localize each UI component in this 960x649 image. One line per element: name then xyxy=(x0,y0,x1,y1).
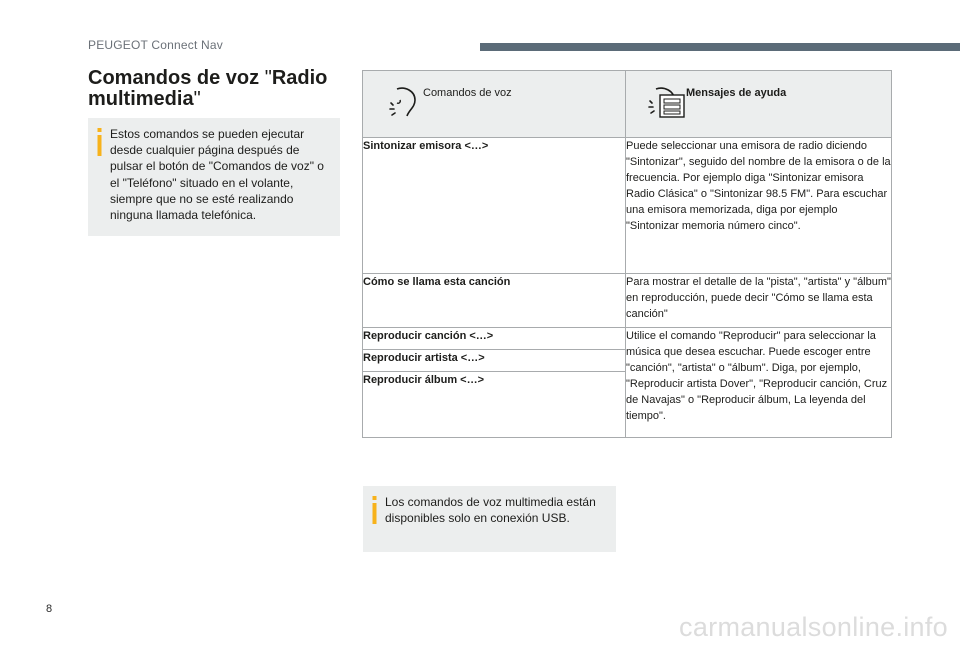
info-i-icon xyxy=(372,496,376,524)
voice-command-icon xyxy=(385,83,419,124)
page-title xyxy=(88,68,348,110)
header-cell-commands xyxy=(363,71,626,138)
help-cell: Puede seleccionar una emisora de radio diciendo "Sintonizar", seguido del nombre de la emisora o de la frecuencia. Por ejemplo diga "Sintonizar emisora Radio Clásica" o "Sintonizar 98.5 FM". Para escuchar una emisora memorizada, diga por ejemplo "Sintonizar memoria número cinco". xyxy=(626,138,892,274)
header-help-label: Mensajes de ayuda xyxy=(686,87,787,99)
info-note-intro xyxy=(88,118,340,236)
info-i-icon xyxy=(97,128,101,156)
page-number: 8 xyxy=(46,603,53,615)
info-note-text: Estos comandos se pueden ejecutar desde cualquier página después de pulsar el botón de "Comandos de voz" o el "Teléfono" situado en el volante, siempre que no se esté realizando ninguna llamada telefónica. xyxy=(110,127,324,223)
header-commands-label: Comandos de voz xyxy=(423,87,512,99)
table-header-row xyxy=(363,71,892,138)
help-cell: Para mostrar el detalle de la "pista", "artista" y "álbum" en reproducción, puede decir "Cómo se llama esta canción" xyxy=(626,274,892,328)
command-cell: Reproducir álbum <…> xyxy=(363,372,626,438)
title-quote-open: " xyxy=(264,67,272,89)
help-cell: Utilice el comando "Reproducir" para seleccionar la música que desea escuchar. Puede escoger entre "canción", "artista" o "álbum". Diga, por ejemplo, "Reproducir artista Dover", "Reproducir canción, Cruz de Navajas" o "Reproducir álbum, La leyenda del tiempo". xyxy=(626,328,892,438)
info-note-usb xyxy=(363,486,616,552)
header-brand: PEUGEOT Connect Nav xyxy=(88,38,223,52)
table-row xyxy=(363,138,892,274)
command-cell: Reproducir artista <…> xyxy=(363,350,626,372)
header-bar xyxy=(480,43,960,51)
watermark: carmanualsonline.info xyxy=(679,612,948,642)
table-row xyxy=(363,328,892,350)
command-cell: Cómo se llama esta canción xyxy=(363,274,626,328)
title-part-2: Radio multimedia xyxy=(88,67,328,110)
voice-command-table xyxy=(362,70,892,438)
voice-help-screen-icon xyxy=(648,83,686,124)
info-note-text: Los comandos de voz multimedia están disponibles solo en conexión USB. xyxy=(385,495,596,526)
title-part-1: Comandos de voz xyxy=(88,67,265,89)
table-row xyxy=(363,274,892,328)
title-quote-close: " xyxy=(193,88,201,110)
header-cell-help xyxy=(626,71,892,138)
command-cell: Reproducir canción <…> xyxy=(363,328,626,350)
command-cell: Sintonizar emisora <…> xyxy=(363,138,626,274)
